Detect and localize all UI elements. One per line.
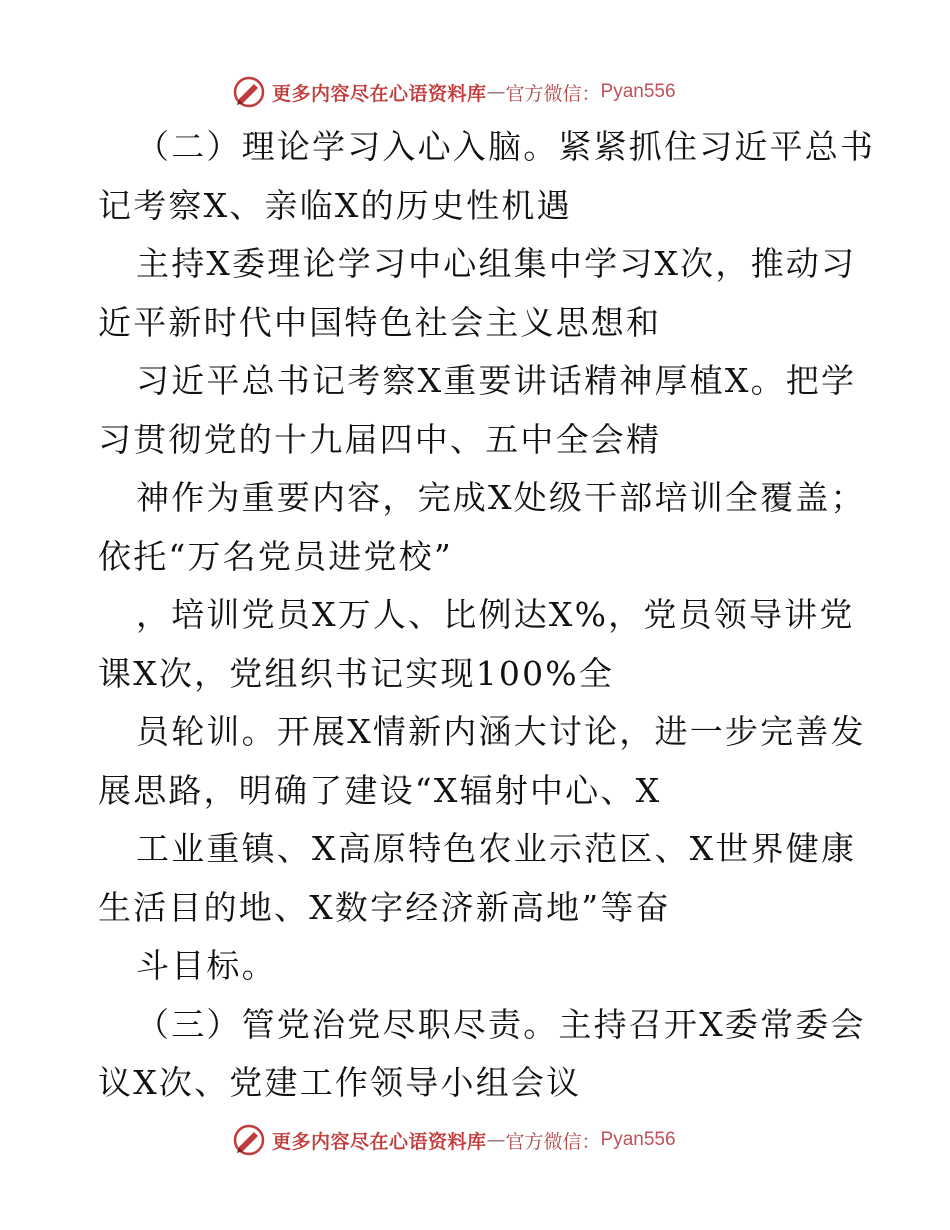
watermark-label: 官方微信： — [505, 1130, 601, 1153]
text-line: 主持X委理论学习中心组集中学习X次，推动习 — [136, 244, 857, 283]
watermark-separator: — — [486, 1129, 506, 1151]
watermark-label: 官方微信： — [505, 82, 601, 105]
watermark-banner-top — [232, 72, 676, 112]
watermark-text: 更多内容尽在心语资料库 — [272, 1130, 487, 1153]
text-line: （三）管党治党尽职尽责。主持召开X委常委会 — [136, 1004, 866, 1044]
watermark-id: Pyan556 — [600, 1129, 676, 1150]
watermark-id: Pyan556 — [600, 81, 676, 102]
watermark-separator: — — [486, 81, 506, 103]
text-line: （二）理论学习入心入脑。紧紧抓住习近平总书 — [136, 127, 876, 166]
text-line: 近平新时代中国特色社会主义思想和 — [98, 302, 662, 342]
text-line: 依托“万名党员进党校” — [98, 536, 453, 576]
text-line: 工业重镇、X高原特色农业示范区、X世界健康 — [136, 829, 857, 868]
watermark-text: 更多内容尽在心语资料库 — [272, 82, 487, 105]
text-line: 生活目的地、X数字经济新高地”等奋 — [98, 887, 671, 927]
pen-logo-icon — [232, 1123, 266, 1157]
text-line: 课X次，党组织书记实现100%全 — [98, 653, 615, 693]
text-line: 斗目标。 — [136, 946, 277, 985]
text-line: 议X次、党建工作领导小组会议 — [98, 1063, 582, 1102]
pen-logo-icon — [232, 75, 266, 109]
text-line: 习近平总书记考察X重要讲话精神厚植X。把学 — [136, 361, 857, 400]
text-line: 展思路，明确了建设“X辐射中心、X — [98, 770, 662, 810]
text-line: 员轮训。开展X情新内涵大讨论，进一步完善发 — [136, 712, 866, 751]
watermark-banner-bottom — [232, 1120, 676, 1160]
text-line: 神作为重要内容，完成X处级干部培训全覆盖； — [136, 478, 866, 517]
document-body — [98, 118, 876, 1113]
text-line: ，培训党员X万人、比例达X%，党员领导讲党 — [136, 595, 855, 634]
text-line: 习贯彻党的十九届四中、五中全会精 — [98, 419, 662, 459]
text-line: 记考察X、亲临X的历史性机遇 — [98, 185, 572, 225]
